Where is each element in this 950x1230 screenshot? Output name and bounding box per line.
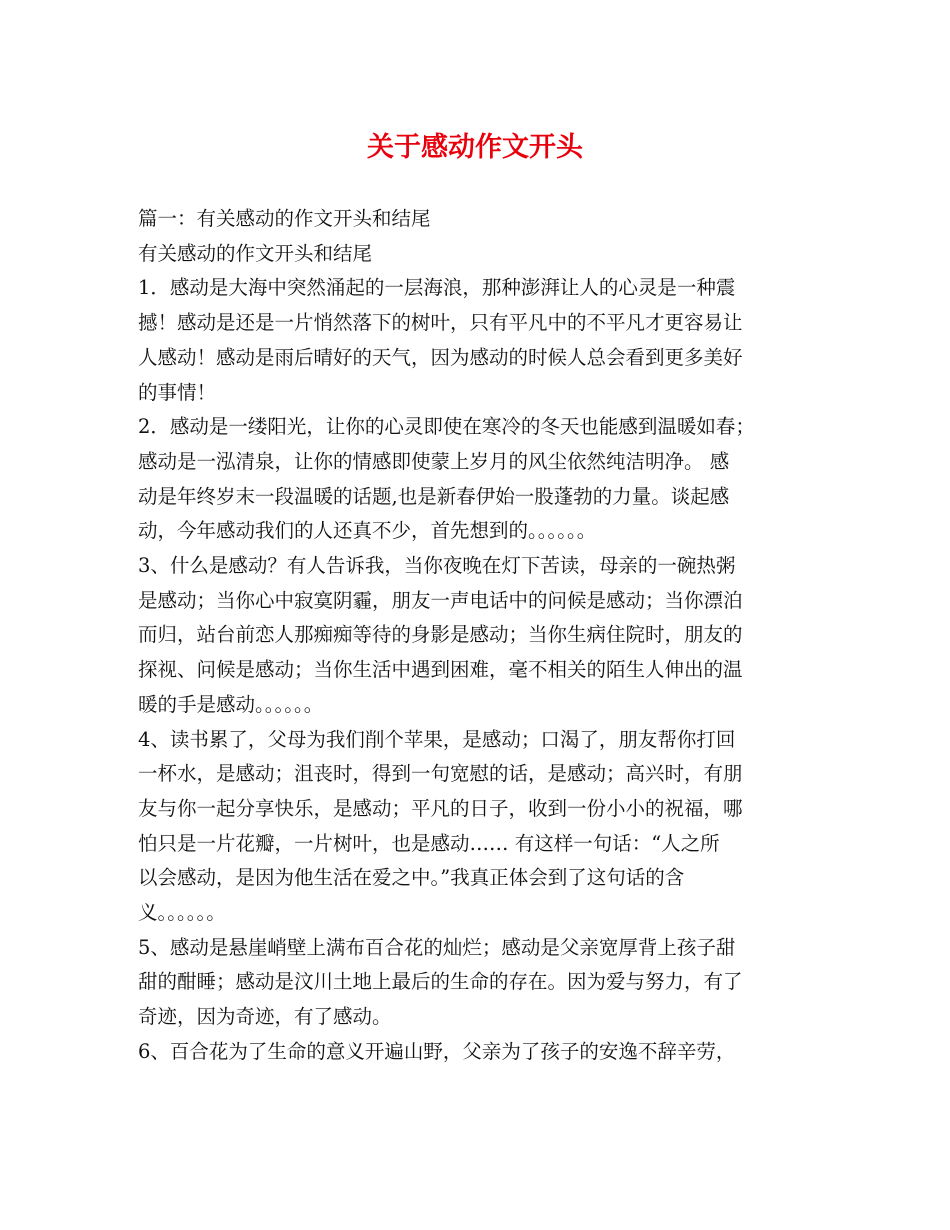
paragraph-5: 5、感动是悬崖峭壁上满布百合花的灿烂；感动是父亲宽厚背上孩子甜 甜的酣睡；感动是汶川土地上最后的生命的存在。因为爱与努力，有了 奇迹，因为奇迹，有了感动。 — [138, 935, 743, 1029]
section-heading: 篇一：有关感动的作文开头和结尾 — [138, 207, 431, 230]
subheading: 有关感动的作文开头和结尾 — [138, 241, 373, 265]
paragraph-6: 6、百合花为了生命的意义开遍山野，父亲为了孩子的安逸不辞辛劳， — [138, 1039, 736, 1063]
paragraph-1: 1．感动是大海中突然涌起的一层海浪，那种澎湃让人的心灵是一种震 撼！感动是还是一片悄然落下的树叶，只有平凡中的不平凡才更容易让 人感动！感动是雨后晴好的天气，因为感动的时候人总会看到更多美好 的事情！ — [138, 276, 743, 404]
paragraph-4: 4、读书累了，父母为我们削个苹果，是感动；口渴了，朋友帮你打回 一杯水，是感动；沮丧时，得到一句宽慰的话，是感动；高兴时，有朋 友与你一起分享快乐，是感动；平凡的日子，收到一份小小的祝福，哪 怕只是一片花瓣，一片树叶，也是感动…… 有这样一句话：“人之所 以会感动，是因为他生活在爱之中。”我真正体会到了这句话的含 义。。。。。。 — [138, 727, 743, 925]
paragraph-2: 2．感动是一缕阳光，让你的心灵即使在寒冷的冬天也能感到温暖如春； 感动是一泓清泉，让你的情感即使蒙上岁月的风尘依然纯洁明净。 感 动是年终岁末一段温暖的话题,也是新春伊始一股蓬勃的力量。谈起感 动，今年感动我们的人还真不少，首先想到的。。。。。。 — [138, 415, 755, 543]
document-body — [138, 202, 814, 1070]
paragraph-3: 3、什么是感动？有人告诉我，当你夜晚在灯下苦读，母亲的一碗热粥 是感动；当你心中寂寞阴霾，朋友一声电话中的问候是感动；当你漂泊 而归，站台前恋人那痴痴等待的身影是感动；当你生病住院时，朋友的 探视、问候是感动；当你生活中遇到困难，毫不相关的陌生人伸出的温 暖的手是感动。。。。。。 — [138, 554, 743, 716]
document-title: 关于感动作文开头 — [367, 132, 583, 163]
